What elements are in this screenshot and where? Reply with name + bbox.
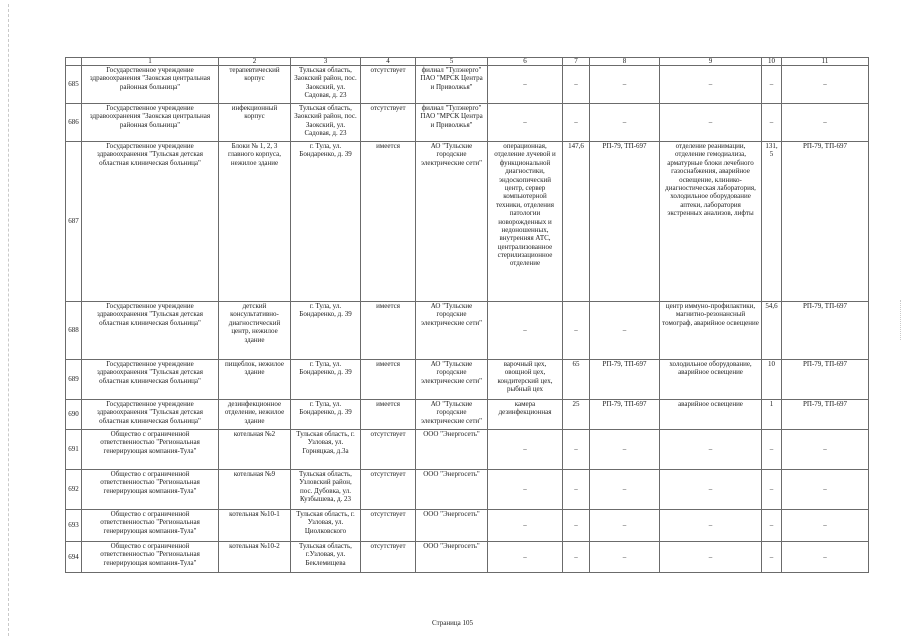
table-cell-col-9: – [660, 542, 762, 573]
table-cell-col-8: РП-79, ТП-697 [590, 142, 660, 302]
table-cell-col-3: Тульская область, Узловский район, пос. Дубовка, ул. Кузбышева, д. 23 [291, 470, 361, 510]
table-cell-col-9: отделение реанимации, отделение гемодиализа, арматурные блоки лечебного газоснабжения, аварийное освещение, клинико-диагностическая лаборатория, холодильное оборудование аптеки, лаборатория экстренных анализов, лифты [660, 142, 762, 302]
table-cell-col-7: – [563, 66, 590, 104]
column-header: 8 [590, 58, 660, 66]
table-cell-col-10: 10 [762, 360, 782, 400]
table-cell-col-1: Общество с ограниченной ответственностью "Региональная генерирующая компания-Тула" [82, 510, 219, 542]
table-cell-col-6: – [488, 66, 563, 104]
table-cell-col-10: – [762, 470, 782, 510]
table-cell-col-2: Блоки № 1, 2, 3 главного корпуса, нежилое здание [219, 142, 291, 302]
table-cell-col-1: Государственное учреждение здравоохранения "Тульская детская областная клиническая больница" [82, 360, 219, 400]
table-row [66, 430, 869, 470]
table-row [66, 542, 869, 573]
table-cell-col-8: РП-79, ТП-697 [590, 400, 660, 430]
table-cell-col-1: Государственное учреждение здравоохранения "Тульская детская областная клиническая больница" [82, 302, 219, 360]
column-header: 1 [82, 58, 219, 66]
table-cell-col-7: 25 [563, 400, 590, 430]
table-cell-col-1: Общество с ограниченной ответственностью "Региональная генерирующая компания-Тула" [82, 430, 219, 470]
table-cell-col-11: РП-79, ТП-697 [782, 360, 869, 400]
table-cell-col-1: Общество с ограниченной ответственностью "Региональная генерирующая компания-Тула" [82, 542, 219, 573]
table-cell-col-11: – [782, 104, 869, 142]
table-row [66, 400, 869, 430]
table-cell-col-11: – [782, 430, 869, 470]
table-cell-col-5: ООО "Энергосеть" [416, 430, 488, 470]
table-cell-col-10: 131,5 [762, 142, 782, 302]
table-cell-col-5: ООО "Энергосеть" [416, 470, 488, 510]
table-cell-col-11: РП-79, ТП-697 [782, 400, 869, 430]
table-cell-col-3: г. Тула, ул. Бондаренко, д. 39 [291, 400, 361, 430]
table-cell-col-5: АО "Тульские городские электрические сети" [416, 302, 488, 360]
table-cell-col-4: имеется [361, 302, 416, 360]
row-number: 687 [66, 142, 82, 302]
table-cell-col-6: – [488, 104, 563, 142]
table-cell-col-2: котельная №2 [219, 430, 291, 470]
table-cell-col-10: – [762, 542, 782, 573]
table-cell-col-3: Тульская область, Заокский район, пос. Заокский, ул. Садовая, д. 23 [291, 66, 361, 104]
table-cell-col-3: г. Тула, ул. Бондаренко, д. 39 [291, 302, 361, 360]
table-cell-col-11: РП-79, ТП-697 [782, 302, 869, 360]
table-cell-col-5: АО "Тульские городские электрические сети" [416, 400, 488, 430]
column-header: 11 [782, 58, 869, 66]
table-cell-col-7: – [563, 470, 590, 510]
table-cell-col-11: – [782, 542, 869, 573]
table-row [66, 302, 869, 360]
table-cell-col-1: Государственное учреждение здравоохранения "Тульская детская областная клиническая больница" [82, 400, 219, 430]
table-cell-col-7: – [563, 104, 590, 142]
left-margin-guide [8, 4, 9, 636]
table-row [66, 142, 869, 302]
table-cell-col-6: – [488, 510, 563, 542]
row-number: 689 [66, 360, 82, 400]
table-cell-col-7: 65 [563, 360, 590, 400]
table-cell-col-9: центр иммуно-профилактики, магнитно-резонансный томограф, аварийное освещение [660, 302, 762, 360]
table-cell-col-11: – [782, 66, 869, 104]
row-number: 685 [66, 66, 82, 104]
table-cell-col-7: – [563, 510, 590, 542]
table-cell-col-4: отсутствует [361, 542, 416, 573]
table-cell-col-1: Государственное учреждение здравоохранения "Заокская центральная районная больница" [82, 66, 219, 104]
column-header: 5 [416, 58, 488, 66]
table-cell-col-10: – [762, 510, 782, 542]
table-cell-col-8: – [590, 302, 660, 360]
page-footer: Страница 105 [432, 619, 473, 627]
document-table [65, 57, 869, 573]
table-cell-col-4: отсутствует [361, 510, 416, 542]
table-cell-col-5: ООО "Энергосеть" [416, 510, 488, 542]
table-cell-col-4: имеется [361, 400, 416, 430]
column-header: 10 [762, 58, 782, 66]
table-cell-col-3: Тульская область, г.Узловая, ул. Беклемищева [291, 542, 361, 573]
column-header: 4 [361, 58, 416, 66]
table-cell-col-4: имеется [361, 360, 416, 400]
table-cell-col-6: – [488, 470, 563, 510]
row-number: 690 [66, 400, 82, 430]
table-cell-col-5: АО "Тульские городские электрические сети" [416, 142, 488, 302]
table-cell-col-3: Тульская область, г. Узловая, ул. Горняцкая, д.3а [291, 430, 361, 470]
table-cell-col-1: Общество с ограниченной ответственностью "Региональная генерирующая компания-Тула" [82, 470, 219, 510]
table-cell-col-1: Государственное учреждение здравоохранения "Заокская центральная районная больница" [82, 104, 219, 142]
table-cell-col-8: РП-79, ТП-697 [590, 360, 660, 400]
table-cell-col-5: АО "Тульские городские электрические сети" [416, 360, 488, 400]
table-cell-col-6: – [488, 430, 563, 470]
row-number: 691 [66, 430, 82, 470]
table-cell-col-11: РП-79, ТП-697 [782, 142, 869, 302]
table-header-row [66, 58, 869, 66]
table-cell-col-8: – [590, 542, 660, 573]
column-header: 6 [488, 58, 563, 66]
table-cell-col-2: детский консультативно-диагностический центр, нежилое здание [219, 302, 291, 360]
table-cell-col-9: холодильное оборудование, аварийное освещение [660, 360, 762, 400]
right-margin-guide [900, 300, 901, 340]
table-cell-col-3: г. Тула, ул. Бондаренко, д. 39 [291, 142, 361, 302]
table-cell-col-4: отсутствует [361, 470, 416, 510]
table-row [66, 360, 869, 400]
table-cell-col-6: – [488, 542, 563, 573]
table-cell-col-2: котельная №10-2 [219, 542, 291, 573]
row-number: 686 [66, 104, 82, 142]
table-cell-col-3: Тульская область, Заокский район, пос. Заокский, ул. Садовая, д. 23 [291, 104, 361, 142]
table-cell-col-10: 1 [762, 400, 782, 430]
column-header: 7 [563, 58, 590, 66]
column-header: 3 [291, 58, 361, 66]
table-cell-col-4: отсутствует [361, 104, 416, 142]
table-cell-col-8: – [590, 470, 660, 510]
table-cell-col-10: 54,6 [762, 302, 782, 360]
table-cell-col-10: – [762, 104, 782, 142]
table-cell-col-7: – [563, 542, 590, 573]
table-cell-col-4: имеется [361, 142, 416, 302]
table-cell-col-9: – [660, 430, 762, 470]
table-row [66, 104, 869, 142]
table-cell-col-3: Тульская область, г. Узловая, ул. Циолковского [291, 510, 361, 542]
table-cell-col-4: отсутствует [361, 66, 416, 104]
column-header: 9 [660, 58, 762, 66]
table-cell-col-9: – [660, 66, 762, 104]
table-cell-col-6: операционная, отделение лучевой и функциональной диагностики, эндоскопический центр, сервер компьютерной техники, отделения патологии новорожденных и недоношенных, внутренняя АТС, централизованное стерилизационное отделение [488, 142, 563, 302]
table-cell-col-10: – [762, 430, 782, 470]
table-cell-col-11: – [782, 470, 869, 510]
row-number: 693 [66, 510, 82, 542]
table-row [66, 510, 869, 542]
table-cell-col-10: – [762, 66, 782, 104]
table-cell-col-9: – [660, 510, 762, 542]
table-cell-col-8: – [590, 510, 660, 542]
table-cell-col-9: – [660, 470, 762, 510]
table-row [66, 470, 869, 510]
table-cell-col-6: камера дезинфекционная [488, 400, 563, 430]
table-cell-col-7: – [563, 302, 590, 360]
table-cell-col-3: г. Тула, ул. Бондаренко, д. 39 [291, 360, 361, 400]
table-cell-col-9: аварийное освещение [660, 400, 762, 430]
table-cell-col-2: котельная №10-1 [219, 510, 291, 542]
table-cell-col-7: 147,6 [563, 142, 590, 302]
column-header: 2 [219, 58, 291, 66]
table-cell-col-1: Государственное учреждение здравоохранения "Тульская детская областная клиническая больница" [82, 142, 219, 302]
table-cell-col-8: – [590, 430, 660, 470]
table-cell-col-2: пищеблок, нежилое здание [219, 360, 291, 400]
table-cell-col-2: терапевтический корпус [219, 66, 291, 104]
table-cell-col-2: инфекционный корпус [219, 104, 291, 142]
table-cell-col-6: варочный цех, овощной цех, кондитерский цех, рыбный цех [488, 360, 563, 400]
table-cell-col-5: ООО "Энергосеть" [416, 542, 488, 573]
table-cell-col-6: – [488, 302, 563, 360]
table-row [66, 66, 869, 104]
table-cell-col-7: – [563, 430, 590, 470]
table-cell-col-5: филиал "Тулэнерго" ПАО "МРСК Центра и Приволжья" [416, 66, 488, 104]
table-cell-col-2: котельная №9 [219, 470, 291, 510]
table-cell-col-8: – [590, 104, 660, 142]
table-cell-col-9: – [660, 104, 762, 142]
table-cell-col-11: – [782, 510, 869, 542]
row-number: 694 [66, 542, 82, 573]
column-header [66, 58, 82, 66]
table-cell-col-4: отсутствует [361, 430, 416, 470]
table-cell-col-5: филиал "Тулэнерго" ПАО "МРСК Центра и Приволжья" [416, 104, 488, 142]
row-number: 692 [66, 470, 82, 510]
row-number: 688 [66, 302, 82, 360]
table-cell-col-2: дезинфекционное отделение, нежилое здание [219, 400, 291, 430]
table-cell-col-8: – [590, 66, 660, 104]
